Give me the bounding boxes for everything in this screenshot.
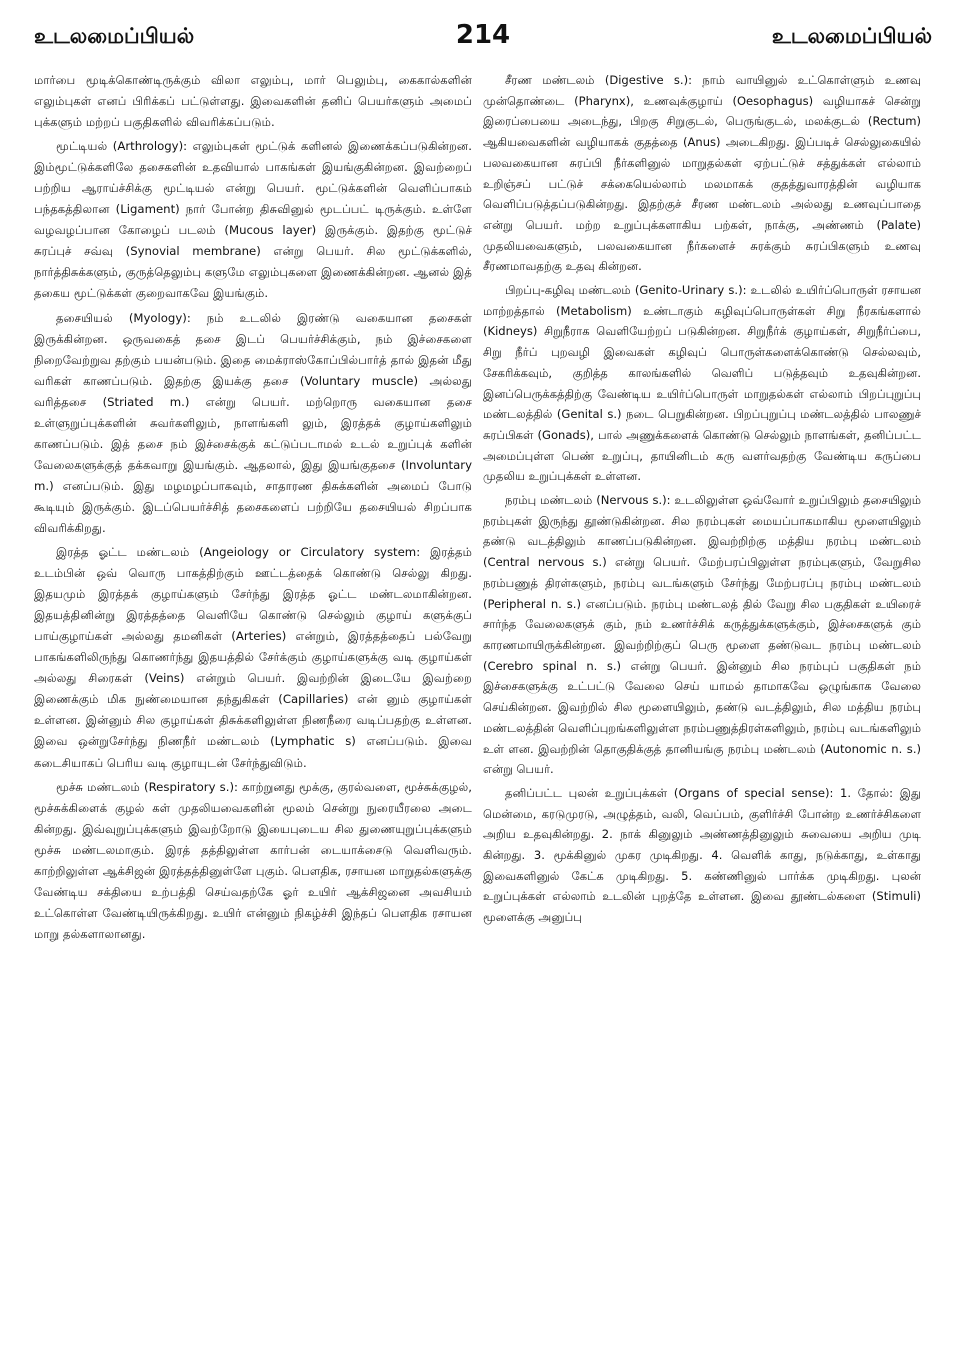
running-header <box>34 22 932 56</box>
page-number: 214 <box>455 20 511 50</box>
paragraph-myology: தசையியல் (Myology): நம் உடலில் இரண்டு வகையான தசைகள் இருக்கின்றன. ஒருவகைத் தசை இடப் பெயர்ச்சிக்கும், நம் இச்சைகளை நிறைவேற்றுவ தற்கும் பயன்படும். இதை மைக்ராஸ்கோப்பில்பார்த் தால் இதன் மீது வரிகள் காணப்படும். இதற்கு இயக்கு தசை (Voluntary muscle) அல்லது வரித்தசை (Striated m.) என்று பெயர். மற்றொரு வகையான தசை உள்ளுறுப்புக்களின் சுவர்களிலும், நாளங்களி லும், இரத்தக் குழாய்களிலும் காணப்படும். இத் தசை நம் இச்சைக்குக் கட்டுப்படாமல் உடல் உறுப்புக் களின் வேலைகளுக்குத் தக்கவாறு இயங்கும். ஆதலால், இது இயங்குதசை (Involuntary m.) எனப்படும். இது மழமழப்பாகவும், சாதாரண திசுக்களின் அமைப் போடு கூடியும் இருக்கும். இடப்பெயர்ச்சித் தசைகளைப் பற்றியே தசையியல் சிறப்பாக விவரிக்கிறது. <box>34 310 472 535</box>
paragraph-genito-urinary-system: பிறப்பு-கழிவு மண்டலம் (Genito-Urinary s.): உடலில் உயிர்ப்பொருள் ரசாயன மாற்றத்தால் (Metabolism) உண்டாகும் கழிவுப்பொருள்கள் சிறு நீரகங்களால் (Kidneys) சிறுநீராக வெளியேற்றப் படுகின்றன. சிறுநீர்க் குழாய்கள், சிறுநீர்ப்பை, சிறு நீர்ப் புறவழி இவைகள் கழிவுப் பொருள்களைக்கொண்டு செல்லவும், சேகரிக்கவும், குறித்த காலங்களில் வெளிப் படுத்தவும் உதவுகின்றன. இனப்பெருக்கத்திற்கு வேண்டிய உயிர்ப்பொருள் மாறுதல்கள் எல்லாம் பிறப்புறுப்பு மண்டலத்தில் (Genital s.) நடை பெறுகின்றன. பிறப்புறுப்பு மண்டலத்தில் பாலணுச் சுரப்பிகள் (Gonads), பால் அணுக்களைக் கொண்டு செல்லும் நாளங்கள், தனிப்பட்ட அமைப்புள்ள பெண் உறுப்பு, தாயினிடம் கரு வளர்வதற்கு வேண்டிய கருப்பை முதலிய உறுப்புக்கள் உள்ளன. <box>483 283 921 484</box>
paragraph-special-sense-organs: தனிப்பட்ட புலன் உறுப்புக்கள் (Organs of special sense): 1. தோல்: இது மென்மை, கரடுமுரடு, அழுத்தம், வலி, வெப்பம், குளிர்ச்சி போன்ற உணர்ச்சிகளை அறிய உதவுகின்றது. 2. நாக் கினுலும் அண்ணத்தினுலும் சுவையை அறிய முடி கின்றது. 3. மூக்கினுல் முகர முடிகிறது. 4. வெளிக் காது, நடுக்காது, உள்காது இவைகளினுல் கேட்க முடிகிறது. 5. கண்ணினுல் பார்க்க முடிகிறது. புலன் உறுப்புக்கள் எல்லாம் உடலின் புறத்தே உள்ளன. இவை தூண்டல்களை (Stimuli) மூளைக்கு அனுப்பு <box>483 785 921 925</box>
header-title-right: உடலமைப்பியல் <box>771 24 932 48</box>
paragraph-arthrology: மூட்டியல் (Arthrology): எலும்புகள் மூட்டுக் களினல் இணைக்கப்படுகின்றன. இம்மூட்டுக்களிலே தசைகளின் உதவியால் பாகங்கள் இயங்குகின்றன. இவற்றைப் பற்றிய ஆராய்ச்சிக்கு மூட்டியல் என்று பெயர். மூட்டுக்களின் வெளிப்பாகம் பந்தகத்திலான (Ligament) நார் போன்ற திசுவினுல் மூடப்பட் டிருக்கும். உள்ளே வழவழப்பான கோழைப் படலம் (Mucous layer) இருக்கும். இதற்கு மூட்டுச் சுரப்புச் சவ்வு (Synovial membrane) என்று பெயர். சில மூட்டுக்களில், நார்த்திசுக்களும், குருத்தெலும்பு களுமே எலும்புகளை இணைக்கின்றன. ஆனல் இத் தகைய மூட்டுக்கள் குறைவாகவே இயங்கும். <box>34 139 472 301</box>
paragraph-respiratory-system: மூச்சு மண்டலம் (Respiratory s.): காற்றுனது மூக்கு, குரல்வளை, மூச்சுக்குழல், மூச்சுக்கிளைக் குழல் கள் முதலியவைகளின் மூலம் சென்று நுரையீரலை அடை கின்றது. இவ்வுறுப்புக்களும் இவற்றோடு இயைபுடைய சில துணையுறுப்புக்களும் மூச்சு மண்டலமாகும். இரத் தத்திலுள்ள கார்பன் டையாக்சைடு வெளிவரும். காற்றிலுள்ள ஆக்சிஜன் இரத்தத்தினுள்ளே புகும். பௌதிக, ரசாயன மாறுதல்களுக்கு வேண்டிய சக்தியை உற்பத்தி செய்வதற்கே ஓர் உயிர் ஆக்சிஜனை அவசியம் உட்கொள்ள வேண்டியிருக்கிறது. உயிர் என்னும் நிகழ்ச்சி இந்தப் பௌதிக ரசாயன மாறு தல்களாலானது. <box>34 779 472 941</box>
left-column <box>34 70 472 948</box>
right-column <box>483 70 921 931</box>
header-title-left: உடலமைப்பியல் <box>34 24 195 48</box>
paragraph-skeleton-continued: மார்பை மூடிக்கொண்டிருக்கும் விலா எலும்பு, மார் பெலும்பு, கைகால்களின் எலும்புகள் எனப் பிரிக்கப் பட்டுள்ளது. இவைகளின் தனிப் பெயர்களும் அமைப் புக்களும் மற்றப் பகுதிகளில் விவரிக்கப்படும். <box>34 73 472 130</box>
paragraph-circulatory-system: இரத்த ஓட்ட மண்டலம் (Angeiology or Circulatory system: இரத்தம் உடம்பின் ஒவ் வொரு பாகத்திற்கும் ஊட்டத்தைக் கொண்டு செல்லு கிறது. இதயமும் இரத்தக் குழாய்களும் சேர்ந்து இரத்த ஓட்ட மண்டலமாகின்றன. இதயத்தினின்று இரத்தத்தை வெளியே கொண்டு செல்லும் குழாய் களுக்குப் பாய்குழாய்கள் அல்லது தமனிகள் (Arteries) என்றும், இரத்தத்தைப் பல்வேறு பாகங்களிலிருந்து கொணர்ந்து இதயத்தில் சேர்க்கும் குழாய்களுக்கு வடி குழாய்கள் அல்லது சிரைகள் (Veins) என்றும் பெயர். இவற்றின் இடையே இவற்றை இணைக்கும் மிக நுண்மையான தந்துகிகள் (Capillaries) என் னும் குழாய்கள் உள்ளன. இன்னும் சில குழாய்கள் திசுக்களிலுள்ள நிணநீரை வடிப்பதற்கு உள்ளன. இவை ஒன்றுசேர்ந்து நிணநீர் மண்டலம் (Lymphatic s) எனப்படும். இவை கடைசியாகப் பெரிய வடி குழாயுடன் சேர்ந்துவிடும். <box>34 545 472 770</box>
paragraph-nervous-system: நரம்பு மண்டலம் (Nervous s.): உடலிலுள்ள ஒவ்வோர் உறுப்பிலும் தசையிலும் நரம்புகள் இருந்து தூண்டுகின்றன. சில நரம்புகள் மையப்பாகமாகிய மூளையிலும் தண்டு வடத்திலும் காணப்படுகின்றன. இவற்றிற்கு மத்திய நரம்பு மண்டலம் (Central nervous s.) என்று பெயர். மேற்பரப்பிலுள்ள நரம்புகளும், வேறுசில நரம்பணுத் திரள்களும், நரம்பு வடங்களும் சேர்ந்து மேற்பரப்பு நரம்பு மண்டலம் (Peripheral n. s.) எனப்படும். நரம்பு மண்டலத் தில் வேறு சில பகுதிகள் உயிரைச் சார்ந்த வேலைகளுக் கும், நம் உணர்ச்சிக் கருத்துக்களுக்கும், இச்சைகளுக் கும் காரணமாயிருக்கின்றன. இவற்றிற்குப் பெரு மூளை தண்டுவட நரம்பு மண்டலம் (Cerebro spinal n. s.) என்று பெயர். இன்னும் சில நரம்புப் பகுதிகள் நம் இச்சைகளுக்கு உட்பட்டு வேலை செய் யாமல் தாமாகவே ஒழுங்காக வேலை செய்கின்றன. இவற்றில் சில மூளையிலும், தண்டு வடத்திலும், சில மத்திய நரம்பு மண்டலத்தின் வெளிப்புறங்களிலுள்ள நரம்பணுத்திரள்களிலும், நரம்பு வடங்களிலும் உள் ளன. இவற்றின் தொகுதிக்குத் தானியங்கு நரம்பு மண்டலம் (Autonomic n. s.) என்று பெயர். <box>483 493 921 777</box>
paragraph-digestive-system: சீரண மண்டலம் (Digestive s.): நாம் வாயினுல் உட்கொள்ளும் உணவு முன்தொண்டை (Pharynx), உணவுக்குழாய் (Oesophagus) வழியாகச் சென்று இரைப்பையை அடைந்து, பிறகு சிறுகுடல், பெருங்குடல், மலக்குடல் (Rectum) ஆகியவைகளின் வழியாகக் குதத்தை (Anus) அடைகிறது. இப்படிச் செல்லுகையில் பலவகையான சுரப்பி நீர்களினுல் மாறுதல்கள் ஏற்பட்டுச் சத்துக்கள் எல்லாம் உறிஞ்சப் பட்டுச் சக்கையெல்லாம் மலமாகக் குதத்துவாரத்தின் வழியாக வெளிப்படுத்தப்படுகின்றது. இதற்குச் சீரண மண்டலம் அல்லது உணவுப்பாதை என்று பெயர். மற்ற உறுப்புக்களாகிய பற்கள், நாக்கு, அண்ணம் (Palate) முதலியவைகளும், பலவகையான நீர்களைச் சுரக்கும் சுரப்பிகளும் உணவு சீரணமாவதற்கு உதவு கின்றன. <box>483 73 921 274</box>
